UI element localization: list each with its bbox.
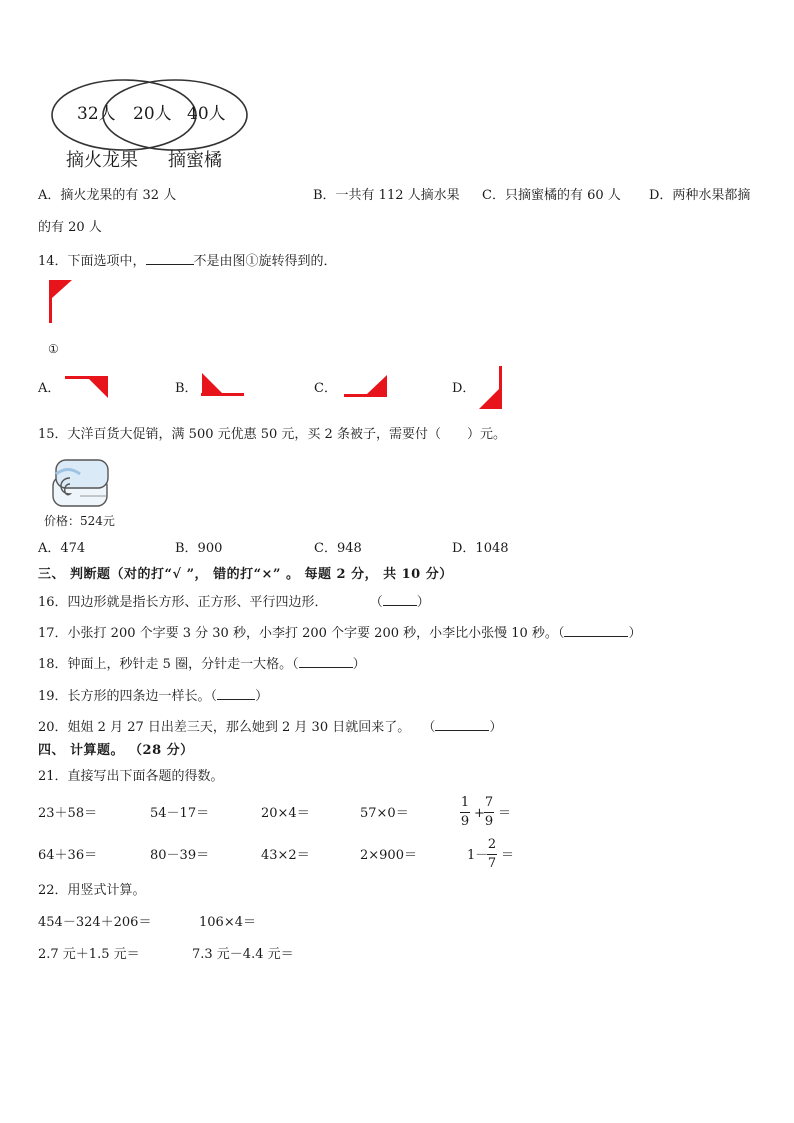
rotated-flag-b-icon xyxy=(200,372,246,398)
q19-close-paren: ） xyxy=(255,689,269,704)
q14-option-a[interactable]: A． xyxy=(38,381,61,396)
venn-left-value: 32人 xyxy=(77,104,116,124)
q14-option-c[interactable]: C． xyxy=(314,381,337,396)
q14-figure-label: ① xyxy=(48,342,59,356)
section-3-heading: 三、 判断题（对的打“√ ”， 错的打“×” 。 每题 2 分， 共 10 分） xyxy=(38,567,453,582)
venn-left-caption: 摘火龙果 xyxy=(66,150,138,171)
q15-option-b[interactable]: B．900 xyxy=(175,541,223,556)
q14-option-b[interactable]: B． xyxy=(175,381,198,396)
q21-r1-c2: 54－17＝ xyxy=(150,806,210,821)
flag-figure-1-icon xyxy=(46,280,76,326)
fraction-bar xyxy=(487,854,497,855)
q14-suffix: 不是由图①旋转得到的． xyxy=(193,254,337,269)
fraction-bar xyxy=(484,812,494,813)
fraction-numerator: 1 xyxy=(460,795,470,810)
q19-text: 19．长方形的四条边一样长。 xyxy=(38,689,211,704)
q17-text: 17．小张打 200 个字要 3 分 30 秒，小李打 200 个字要 200 秒，小李比小张慢 10 秒。 xyxy=(38,626,558,641)
q21-frac1-equals: ＝ xyxy=(498,806,512,821)
q16-text: 16．四边形就是指长方形、正方形、平行四边形． xyxy=(38,595,328,610)
q22-stem: 22．用竖式计算。 xyxy=(38,883,146,898)
q21-r2-c1: 64＋36＝ xyxy=(38,848,98,863)
venn-middle-value: 20人 xyxy=(133,104,172,124)
q19-item xyxy=(38,687,268,705)
q21-stem: 21．直接写出下面各题的得数。 xyxy=(38,769,224,784)
q15-option-d[interactable]: D．1048 xyxy=(452,541,509,556)
q14-prefix: 14．下面选项中， xyxy=(38,254,146,269)
q14-option-d[interactable]: D． xyxy=(452,381,476,396)
q18-item xyxy=(38,655,366,673)
quilt-icon xyxy=(50,454,112,510)
q18-close-paren: ） xyxy=(352,657,366,672)
q18-text: 18．钟面上，秒针走 5 圈，分针走一大格。 xyxy=(38,657,293,672)
q13-option-d[interactable]: D．两种水果都摘 xyxy=(649,188,751,203)
fraction-numerator: 2 xyxy=(487,837,497,852)
q21-r1-c3: 20×4＝ xyxy=(261,806,310,821)
q21-fraction-1-9 xyxy=(460,796,470,829)
fraction-numerator: 7 xyxy=(484,795,494,810)
venn-right-value: 40人 xyxy=(187,104,226,124)
q13-option-c[interactable]: C．只摘蜜橘的有 60 人 xyxy=(482,188,621,203)
q21-r1-c4: 57×0＝ xyxy=(360,806,409,821)
q13-option-b[interactable]: B．一共有 112 人摘水果 xyxy=(313,188,460,203)
q22-item-3: 2.7 元＋1.5 元＝ xyxy=(38,947,140,962)
q21-plus-sign: + xyxy=(474,806,485,821)
q21-r2-c4: 2×900＝ xyxy=(360,848,417,863)
q17-item xyxy=(38,624,641,642)
rotated-flag-a-icon xyxy=(64,375,110,401)
q21-fraction-2-7 xyxy=(487,838,497,871)
q16-open-paren: （ xyxy=(369,595,383,610)
fraction-bar xyxy=(460,812,470,813)
q21-r1-c1: 23＋58＝ xyxy=(38,806,98,821)
q17-open-paren: （ xyxy=(557,626,565,641)
q22-item-4: 7.3 元－4.4 元＝ xyxy=(192,947,294,962)
q19-answer-blank[interactable] xyxy=(217,687,255,700)
q16-answer-blank[interactable] xyxy=(383,593,417,606)
q20-close-paren: ） xyxy=(489,720,503,735)
q16-close-paren: ） xyxy=(416,595,430,610)
q21-one-minus: 1－ xyxy=(467,848,489,863)
q21-r2-c3: 43×2＝ xyxy=(261,848,310,863)
fraction-denominator: 7 xyxy=(487,856,497,871)
q21-frac2-equals: ＝ xyxy=(501,848,515,863)
q17-close-paren: ） xyxy=(628,626,642,641)
q18-answer-blank[interactable] xyxy=(299,655,353,668)
q19-open-paren: （ xyxy=(210,689,218,704)
q20-text: 20．姐姐 2 月 27 日出差三天，那么她到 2 月 30 日就回来了。 xyxy=(38,720,411,735)
q18-open-paren: （ xyxy=(292,657,299,672)
q21-fraction-7-9 xyxy=(484,796,494,829)
q15-option-a[interactable]: A．474 xyxy=(38,541,86,556)
section-4-heading: 四、 计算题。 （28 分） xyxy=(38,743,194,758)
q22-item-1: 454－324＋206＝ xyxy=(38,915,152,930)
fraction-denominator: 9 xyxy=(460,814,470,829)
q21-r2-c2: 80－39＝ xyxy=(150,848,210,863)
q13-option-a[interactable]: A．摘火龙果的有 32 人 xyxy=(38,188,177,203)
q17-answer-blank[interactable] xyxy=(564,624,628,637)
q15-stem: 15．大洋百货大促销，满 500 元优惠 50 元，买 2 条被子，需要付（ ）元。 xyxy=(38,427,506,442)
q20-item xyxy=(38,718,502,736)
q14-stem xyxy=(38,252,337,270)
rotated-flag-c-icon xyxy=(341,373,389,399)
q15-option-c[interactable]: C．948 xyxy=(314,541,362,556)
fraction-denominator: 9 xyxy=(484,814,494,829)
q13-option-d-continued: 的有 20 人 xyxy=(38,220,102,235)
q22-item-2: 106×4＝ xyxy=(199,915,256,930)
q14-answer-blank[interactable] xyxy=(146,252,194,265)
q16-item xyxy=(38,593,430,611)
venn-right-caption: 摘蜜橘 xyxy=(168,150,222,171)
rotated-flag-d-icon xyxy=(477,365,505,411)
q20-open-paren: （ xyxy=(422,720,436,735)
q20-answer-blank[interactable] xyxy=(435,718,489,731)
q15-price-label: 价格：524元 xyxy=(44,514,115,528)
